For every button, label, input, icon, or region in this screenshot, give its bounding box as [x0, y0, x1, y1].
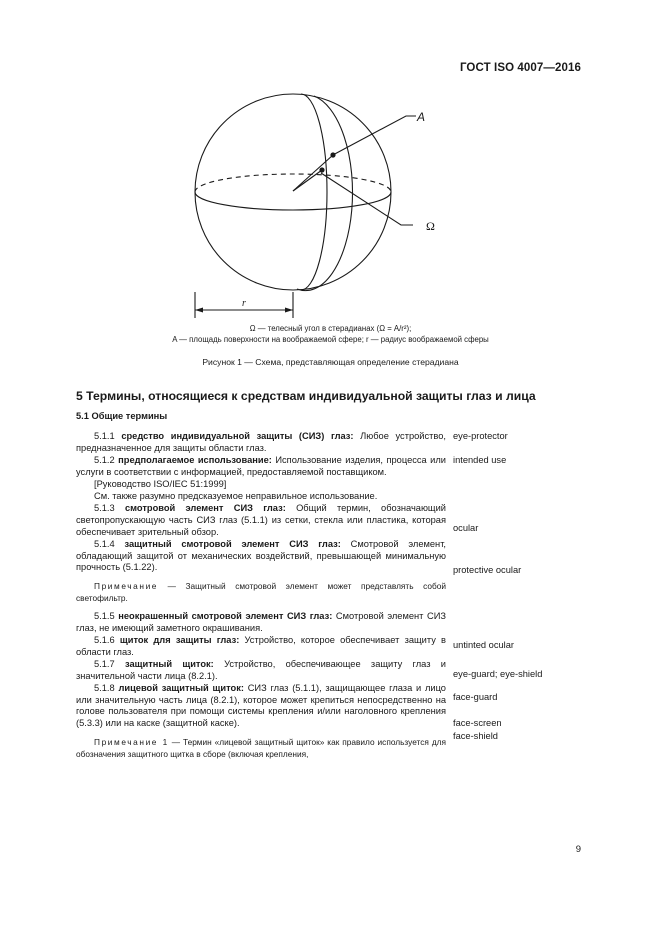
term-5-1-3: 5.1.3 смотровой элемент СИЗ глаз: Общий термин, обозначающий светопропускающую часть СИЗ глаз (5.1.1) из сетки, стекла или пластика, которая обеспечивает зрительный обзор.: [76, 502, 446, 537]
label-a: A: [417, 110, 426, 124]
english-term-face-screen: face-screen: [453, 718, 502, 728]
english-term-face-guard: face-guard: [453, 692, 498, 702]
term-5-1-2-see-also: См. также разумно предсказуемое неправильное использование.: [94, 490, 378, 501]
term-5-1-7: 5.1.7 защитный щиток: Устройство, обеспечивающее защиту глаз и значительной части лица (8.2.1).: [76, 658, 446, 681]
term-5-1-4: 5.1.4 защитный смотровой элемент СИЗ глаз: Смотровой элемент, обладающий защитой от механических воздействий, превышающей минимальную прочность (5.1.22).: [76, 538, 447, 573]
term-5-1-5: 5.1.5 неокрашенный смотровой элемент СИЗ глаз: Смотровой элемент СИЗ глаз, не имеющий заметного окрашивания.: [76, 610, 446, 633]
label-r: r: [242, 298, 246, 309]
note-5-1-8: Примечание 1 — Термин «лицевой защитный щиток» как правило используется для обозначения защитного щитка в сборе (включая крепления,: [76, 737, 446, 759]
english-term-ocular: ocular: [453, 523, 479, 533]
sphere-outline: [195, 94, 391, 290]
steradian-figure: [0, 0, 661, 330]
english-term-face-shield: face-shield: [453, 731, 498, 741]
term-5-1-1: 5.1.1 средство индивидуальной защиты (СИЗ) глаз: Любое устройство, предназначенное для защиты области глаз.: [76, 431, 446, 453]
figure-title: Рисунок 1 — Схема, представляющая определение стерадиана: [202, 357, 459, 367]
term-5-1-8: 5.1.8 лицевой защитный щиток: СИЗ глаз (5.1.1), защищающее глаза и лицо или значительную часть лица (8.2.1), которое может крепиться непосредственно на голове пользователя при помощи системы крепления и/или наголовного крепления (5.3.3) или на каске (защитной каске).: [76, 682, 446, 729]
meridian-inner: [301, 94, 327, 290]
english-term-intended-use: intended use: [453, 455, 507, 465]
subsection-title: 5.1 Общие термины: [76, 411, 168, 421]
english-term-eye-guard: eye-guard; eye-shield: [453, 669, 543, 679]
leader-line-omega: [321, 173, 413, 225]
point-marker-omega: [319, 167, 324, 172]
english-term-eye-protector: eye-protector: [453, 431, 508, 441]
document-header: ГОСТ ISO 4007—2016: [459, 62, 581, 74]
term-5-1-2-reference: [Руководство ISO/IEC 51:1999]: [94, 478, 227, 489]
term-5-1-2: 5.1.2 предполагаемое использование: Использование изделия, процесса или услуги в соответствии с информацией, предоставляемой поставщиком.: [76, 454, 446, 477]
figure-caption-line-2: A — площадь поверхности на воображаемой сфере; r — радиус воображаемой сферы: [172, 335, 489, 344]
figure-caption-line-1: Ω — телесный угол в стерадианах (Ω = A/r²);: [249, 324, 412, 333]
radius-line-2: [293, 170, 322, 191]
english-term-untinted-ocular: untinted ocular: [453, 640, 514, 650]
section-title: 5 Термины, относящиеся к средствам индивидуальной защиты глаз и лица: [76, 389, 536, 403]
equator-front: [195, 192, 391, 210]
note-5-1-4: Примечание — Защитный смотровой элемент может представлять собой светофильтр.: [76, 581, 446, 603]
dimension-arrow-right: [285, 308, 293, 313]
dimension-arrow-left: [195, 308, 203, 313]
page-number: 9: [575, 844, 581, 855]
equator-back: [195, 174, 391, 192]
english-term-protective-ocular: protective ocular: [453, 565, 522, 575]
term-5-1-6: 5.1.6 щиток для защиты глаз: Устройство, которое обеспечивает защиту в области глаз.: [76, 634, 446, 657]
label-omega: Ω: [426, 219, 435, 233]
point-marker-a: [330, 152, 335, 157]
meridian-outer: [297, 96, 353, 291]
terms-body: [76, 431, 446, 760]
